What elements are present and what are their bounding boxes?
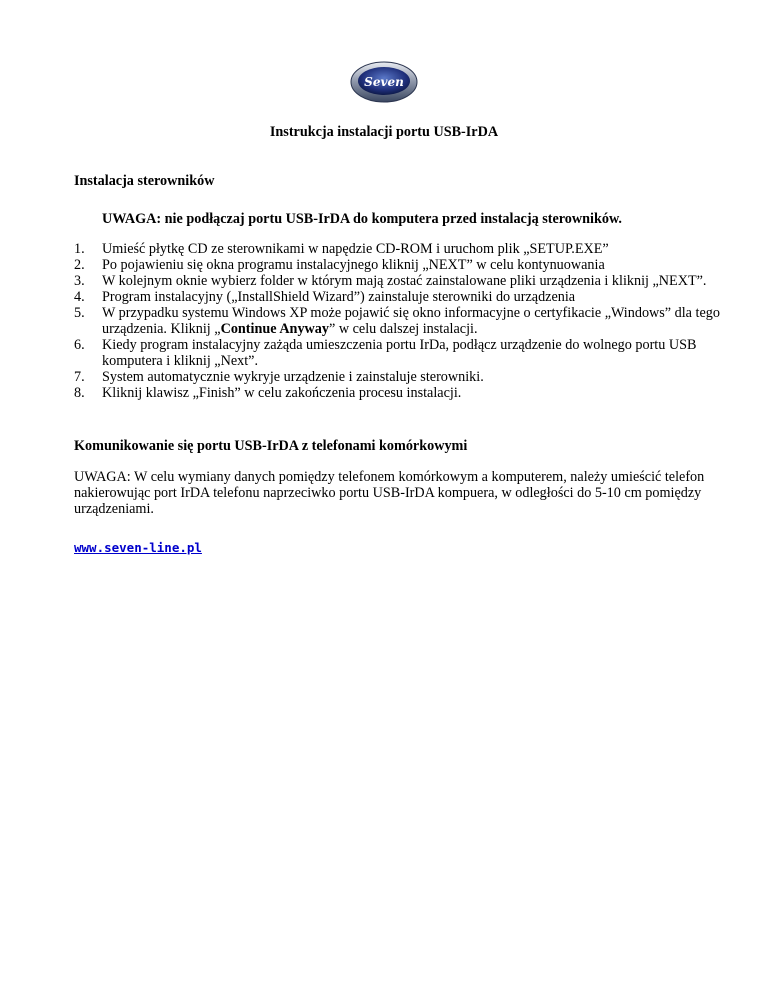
logo-text: Seven [364,75,404,89]
document-title: Instrukcja instalacji portu USB-IrDA [269,124,499,140]
list-item [74,289,724,305]
list-item [74,241,724,257]
seven-logo [350,61,418,103]
step-text-part-a: W przypadku systemu Windows XP może pojawić się okno informacyjne o certyfikacie „Windows” dla tego urządzenia. Kliknij „ [102,305,720,337]
step-text: Program instalacyjny („InstallShield Wizard”) zainstaluje sterowniki do urządzenia [102,289,576,305]
step-number: 2. [74,257,85,273]
list-item [74,385,724,401]
step-number: 5. [74,305,85,321]
website-link[interactable]: www.seven-line.pl [74,540,202,555]
step-text: Po pojawieniu się okna programu instalacyjnego kliknij „NEXT” w celu kontynuowania [102,257,605,273]
list-item [74,305,724,337]
step-text: Umieść płytkę CD ze sterownikami w napędzie CD-ROM i uruchom plik „SETUP.EXE” [102,241,609,257]
step-number: 1. [74,241,85,257]
step-text-part-b: ” w celu dalszej instalacji. [328,321,478,337]
list-item [74,369,724,385]
step-text: System automatycznie wykryje urządzenie i zainstaluje sterowniki. [102,369,484,385]
step-number: 6. [74,337,85,353]
list-item [74,273,724,289]
step-number: 3. [74,273,85,289]
section-heading-drivers: Instalacja sterowników [74,173,215,189]
step-text: W kolejnym oknie wybierz folder w którym mają zostać zainstalowane pliki urządzenia i kliknij „NEXT”. [102,273,707,289]
list-item [74,337,724,369]
phone-note-text: UWAGA: W celu wymiany danych pomiędzy telefonem komórkowym a komputerem, należy umieścić telefon nakierowując port IrDA telefonu naprzeciwko portu USB-IrDA kompuera, w odległości do 5-10 cm pomiędzy urządzeniami. [74,469,705,517]
warning-text: UWAGA: nie podłączaj portu USB-IrDA do komputera przed instalacją sterowników. [102,211,622,227]
step-text: Kiedy program instalacyjny zażąda umieszczenia portu IrDa, podłącz urządzenie do wolnego portu USB komputera i kliknij „Next”. [102,337,697,369]
section-heading-phones: Komunikowanie się portu USB-IrDA z telefonami komórkowymi [74,438,468,454]
installation-steps-list [74,241,724,401]
list-item [74,257,724,273]
step-number: 4. [74,289,85,305]
step-text: Kliknij klawisz „Finish” w celu zakończenia procesu instalacji. [102,385,462,401]
step-number: 7. [74,369,85,385]
continue-anyway-text: Continue Anyway [220,321,329,337]
step-number: 8. [74,385,85,401]
